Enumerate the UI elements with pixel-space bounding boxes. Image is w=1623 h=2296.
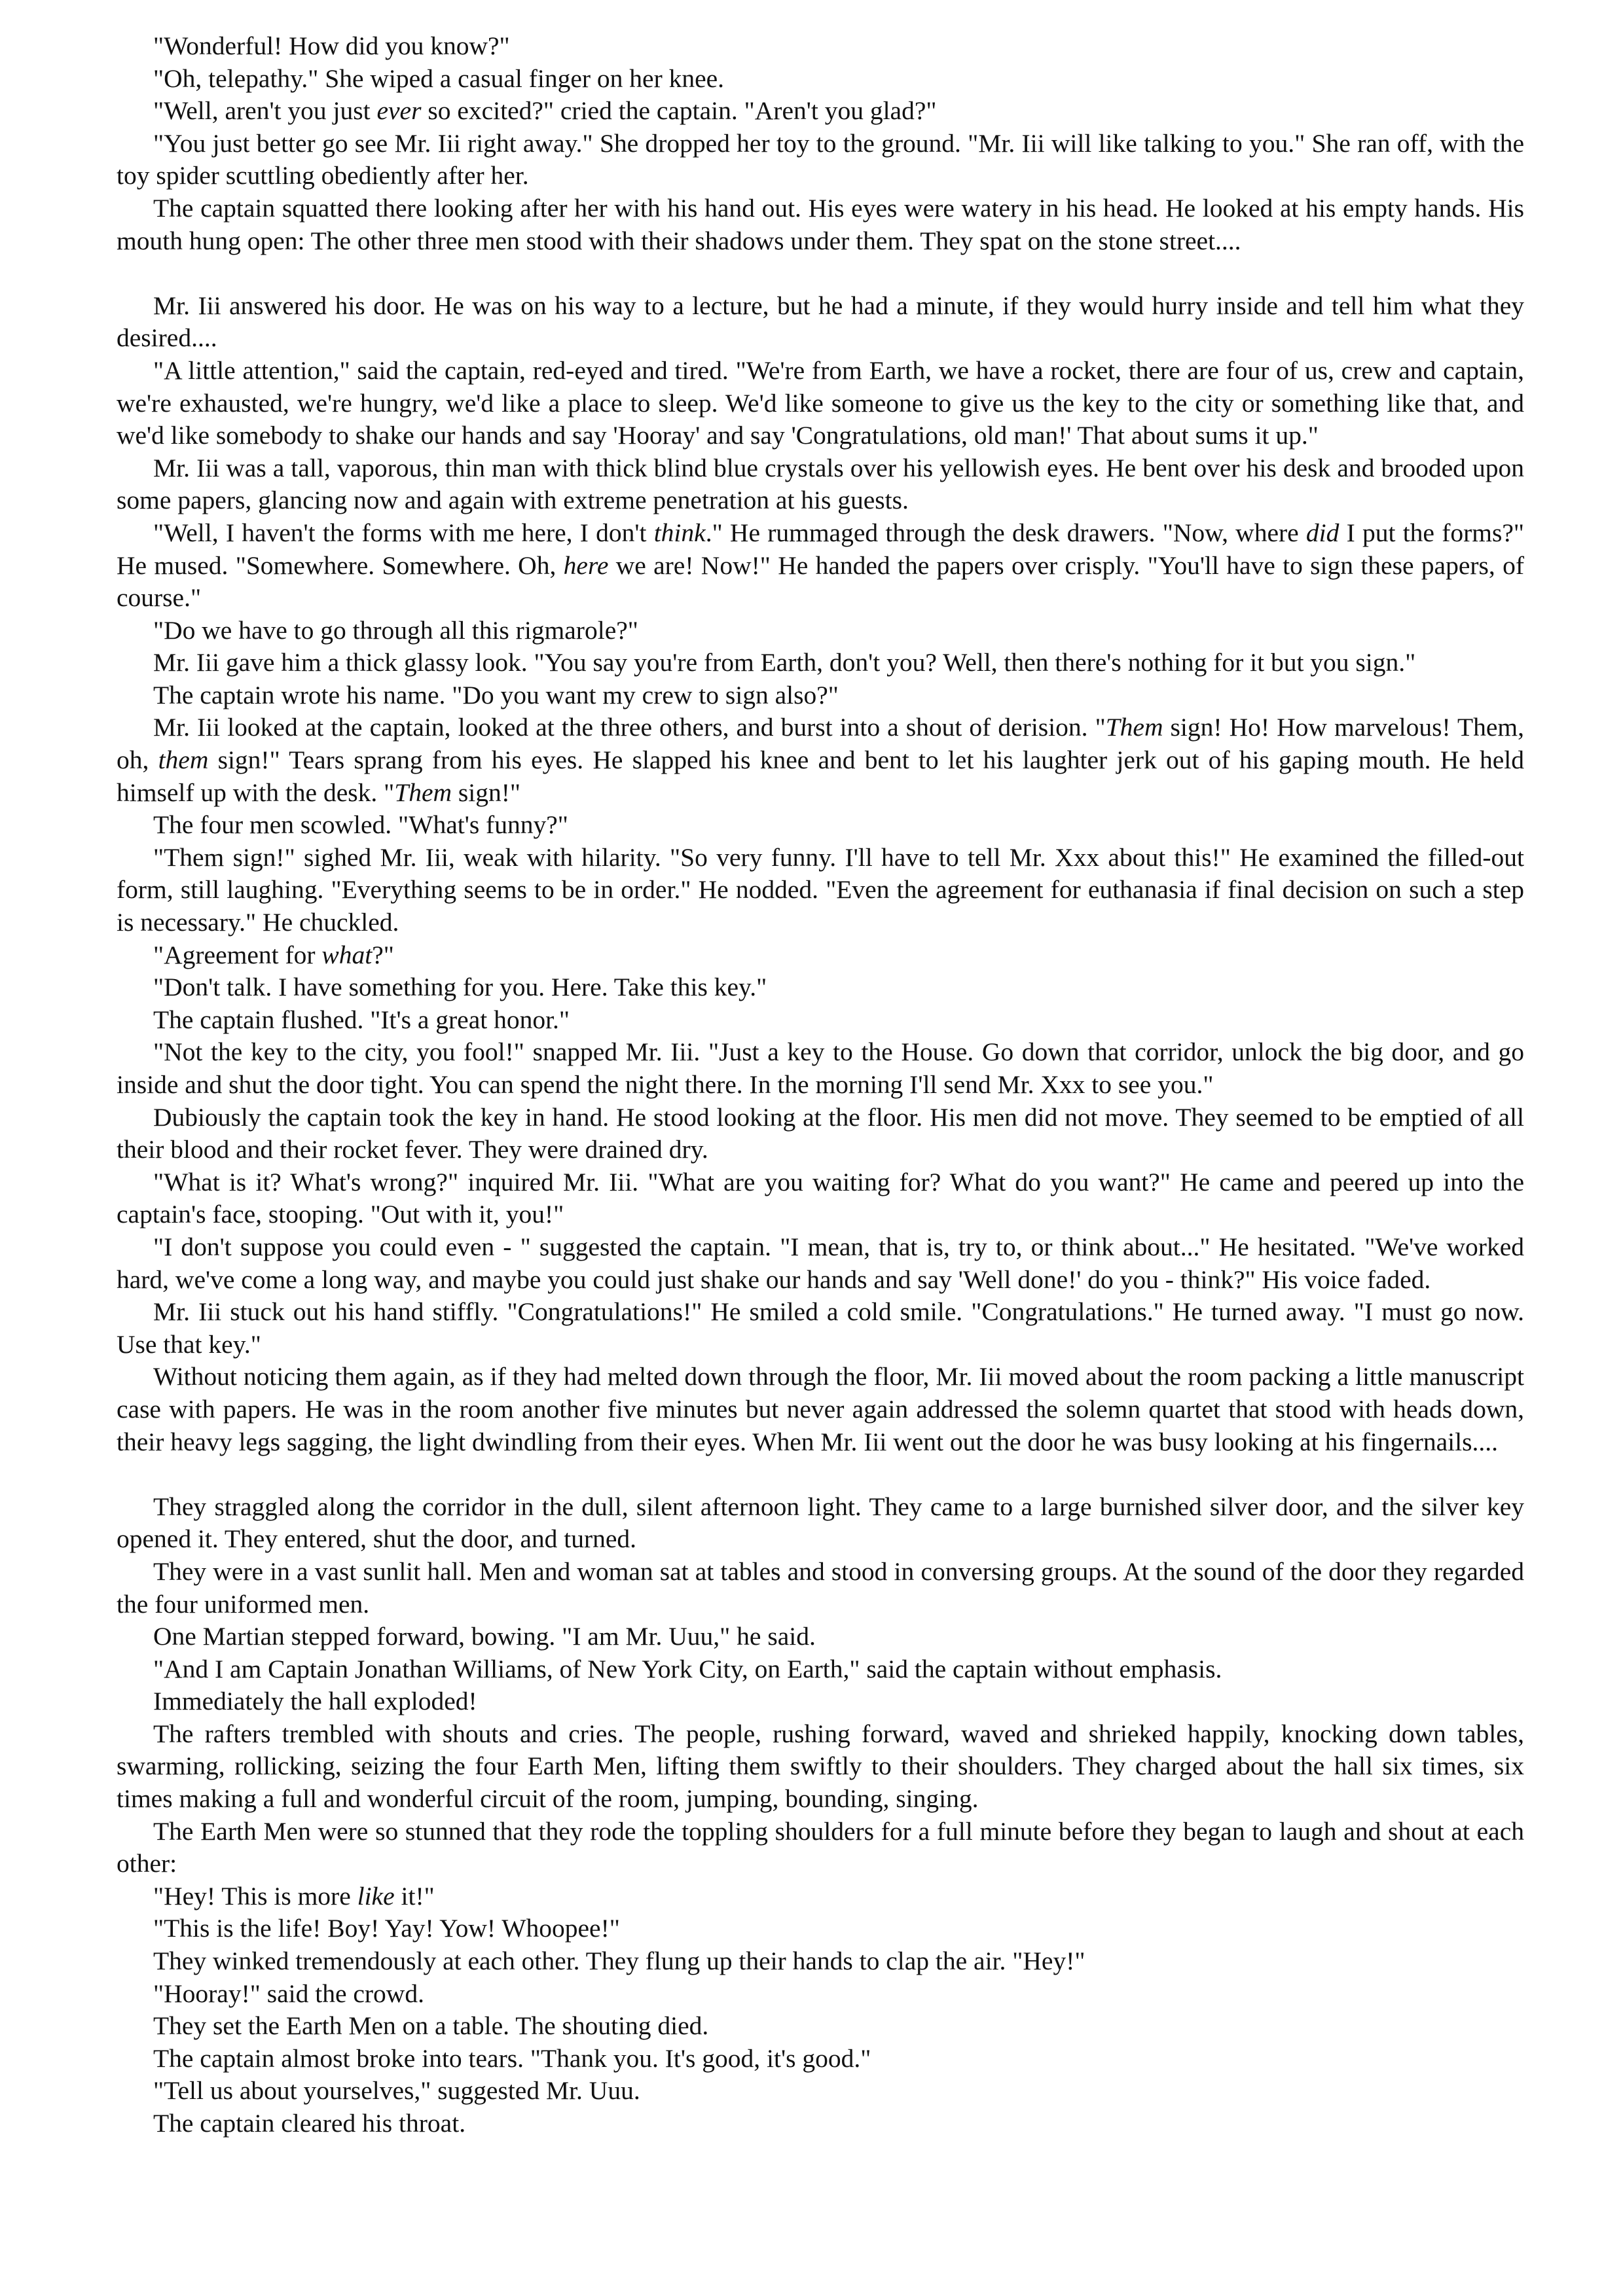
paragraph: "Oh, telepathy." She wiped a casual finger on her knee. <box>153 63 725 93</box>
paragraph: The captain flushed. "It's a great honor." <box>153 1005 570 1034</box>
paragraph: "And I am Captain Jonathan Williams, of New York City, on Earth," said the captain without emphasis. <box>153 1654 1222 1683</box>
italic-emphasis: what <box>321 940 373 969</box>
paragraph: They winked tremendously at each other. They flung up their hands to clap the air. "Hey!" <box>153 1946 1085 1976</box>
paragraph: Immediately the hall exploded! <box>153 1687 477 1716</box>
paragraph: They straggled along the corridor in the dull, silent afternoon light. They came to a large burnished silver door, and the silver key opened it. They entered, shut the door, and turned. <box>117 1492 1524 1554</box>
paragraph: Mr. Iii answered his door. He was on his way to a lecture, but he had a minute, if they would hurry inside and tell him what they desired.... <box>117 291 1524 353</box>
italic-emphasis: think <box>653 518 706 547</box>
paragraph: "You just better go see Mr. Iii right away." She dropped her toy to the ground. "Mr. Iii will like talking to you." She ran off, with the toy spider scuttling obediently after her. <box>117 128 1524 190</box>
paragraph: The Earth Men were so stunned that they rode the toppling shoulders for a full minute before they began to laugh and shout at each other: <box>117 1816 1524 1878</box>
italic-emphasis: Them <box>394 778 452 807</box>
paragraph: "Wonderful! How did you know?" <box>153 31 510 60</box>
paragraph: Dubiously the captain took the key in hand. He stood looking at the floor. His men did not move. They seemed to be emptied of all their blood and their rocket fever. They were drained dry. <box>117 1102 1524 1164</box>
paragraph: "Don't talk. I have something for you. Here. Take this key." <box>153 973 767 1002</box>
paragraph: The captain wrote his name. "Do you want my crew to sign also?" <box>153 680 839 709</box>
italic-emphasis: ever <box>376 96 422 126</box>
paragraph: The captain cleared his throat. <box>153 2109 466 2138</box>
paragraph: The captain squatted there looking after her with his hand out. His eyes were watery in his head. He looked at his empty hands. His mouth hung open: The other three men stood with their shadows under them. They spat on the stone street.... <box>117 193 1524 255</box>
italic-emphasis: here <box>563 550 609 580</box>
paragraph: The four men scowled. "What's funny?" <box>153 810 568 840</box>
paragraph: "Well, aren't you just ever so excited?" cried the captain. "Aren't you glad?" <box>153 96 937 126</box>
paragraph: They were in a vast sunlit hall. Men and woman sat at tables and stood in conversing groups. At the sound of the door they regarded the four uniformed men. <box>117 1556 1524 1619</box>
paragraph: Mr. Iii stuck out his hand stiffly. "Congratulations!" He smiled a cold smile. "Congratulations." He turned away. "I must go now. Use that key." <box>117 1297 1524 1359</box>
paragraph: "Them sign!" sighed Mr. Iii, weak with hilarity. "So very funny. I'll have to tell Mr. Xxx about this!" He examined the filled-out form, still laughing. "Everything seems to be in order." He nodded. "Even the agreement for euthanasia if final decision on such a step is necessary." He chuckled. <box>117 842 1524 937</box>
paragraph: Mr. Iii was a tall, vaporous, thin man with thick blind blue crystals over his yellowish eyes. He bent over his desk and brooded upon some papers, glancing now and again with extreme penetration at his guests. <box>117 453 1524 515</box>
paragraph: "Not the key to the city, you fool!" snapped Mr. Iii. "Just a key to the House. Go down that corridor, unlock the big door, and go inside and shut the door tight. You can spend the night there. In the morning I'll send Mr. Xxx to see you." <box>117 1037 1524 1099</box>
paragraph: The rafters trembled with shouts and cries. The people, rushing forward, waved and shrieked happily, knocking down tables, swarming, rollicking, seizing the four Earth Men, lifting them swiftly to their shoulders. They charged about the hall six times, six times making a full and wonderful circuit of the room, jumping, bounding, singing. <box>117 1719 1524 1814</box>
paragraph: The captain almost broke into tears. "Thank you. It's good, it's good." <box>153 2043 871 2073</box>
paragraph: "This is the life! Boy! Yay! Yow! Whoopee!" <box>153 1914 620 1943</box>
paragraph: "Well, I haven't the forms with me here, I don't think." He rummaged through the desk drawers. "Now, where did I put the forms?" He mused. "Somewhere. Somewhere. Oh, here we are! Now!" He handed the papers over crisply. "You'll have to sign these papers, of course." <box>117 518 1525 613</box>
paragraph: "Agreement for what?" <box>153 940 394 969</box>
paragraph: Without noticing them again, as if they had melted down through the floor, Mr. Iii moved about the room packing a little manuscript case with papers. He was in the room another five minutes but never again addressed the solemn quartet that stood with heads down, their heavy legs sagging, the light dwindling from their eyes. When Mr. Iii went out the door he was busy looking at his fingernails.... <box>117 1362 1524 1456</box>
paragraph: Mr. Iii gave him a thick glassy look. "You say you're from Earth, don't you? Well, then there's nothing for it but you sign." <box>153 648 1416 677</box>
document-page <box>117 0 1524 2140</box>
paragraph: "Hey! This is more like it!" <box>153 1881 435 1910</box>
paragraph: "I don't suppose you could even - " suggested the captain. "I mean, that is, try to, or think about..." He hesitated. "We've worked hard, we've come a long way, and maybe you could just shake our hands and say 'Well done!' do you - think?" His voice faded. <box>117 1232 1524 1294</box>
paragraph: "Tell us about yourselves," suggested Mr. Uuu. <box>153 2076 640 2106</box>
paragraph: "A little attention," said the captain, red-eyed and tired. "We're from Earth, we have a rocket, there are four of us, crew and captain, we're exhausted, we're hungry, we'd like a place to sleep. We'd like someone to give us the key to the city or something like that, and we'd like somebody to shake our hands and say 'Hooray' and say 'Congratulations, old man!' That about sums it up." <box>117 355 1524 450</box>
paragraph: Mr. Iii looked at the captain, looked at the three others, and burst into a shout of derision. "Them sign! Ho! How marvelous! Them, oh, them sign!" Tears sprang from his eyes. He slapped his knee and bent to let his laughter jerk out of his gaping mouth. He held himself up with the desk. "Them sign!" <box>117 713 1525 807</box>
paragraph: "What is it? What's wrong?" inquired Mr. Iii. "What are you waiting for? What do you want?" He came and peered up into the captain's face, stooping. "Out with it, you!" <box>117 1167 1524 1229</box>
italic-emphasis: like <box>357 1881 395 1910</box>
paragraph: "Do we have to go through all this rigmarole?" <box>153 615 638 645</box>
italic-emphasis: Them <box>1105 713 1163 742</box>
paragraph: They set the Earth Men on a table. The shouting died. <box>153 2011 709 2041</box>
italic-emphasis: them <box>158 745 209 775</box>
italic-emphasis: did <box>1305 518 1340 547</box>
paragraph: "Hooray!" said the crowd. <box>153 1979 424 2008</box>
paragraph: One Martian stepped forward, bowing. "I am Mr. Uuu," he said. <box>153 1622 816 1651</box>
